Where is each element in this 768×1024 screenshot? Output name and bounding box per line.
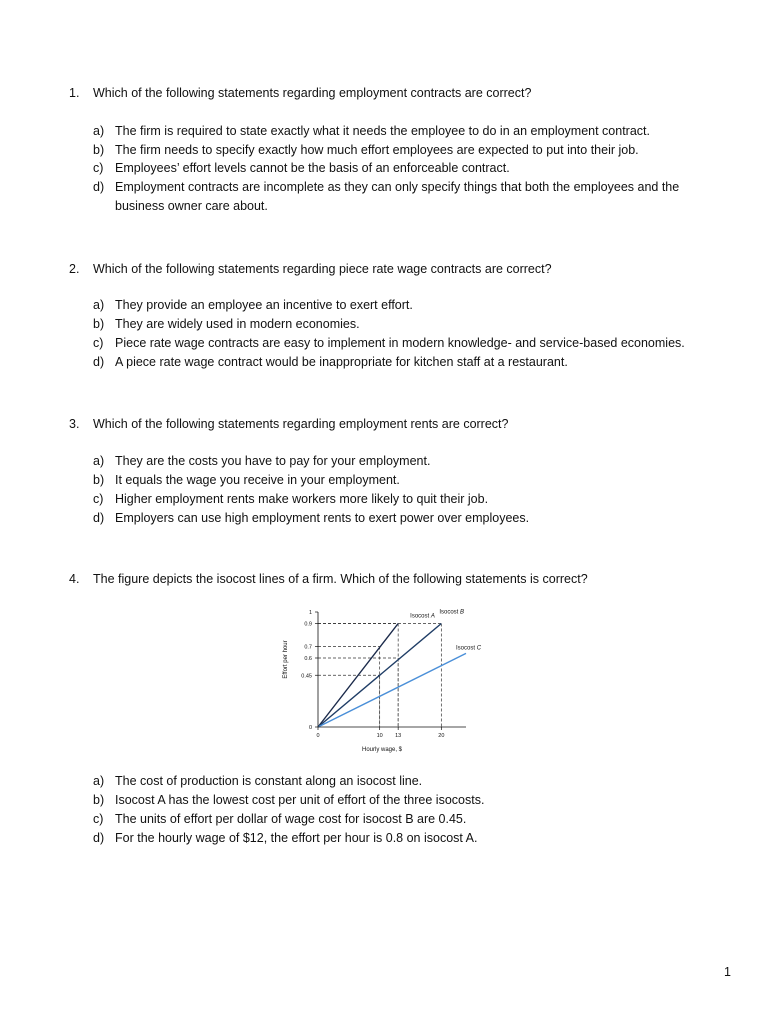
question-4-option-c-label: c) — [93, 812, 104, 826]
isocost-c-label-letter: C — [476, 645, 482, 652]
isocost-c-label-prefix: Isocost — [456, 645, 477, 652]
question-1-option-d-text: Employment contracts are incomplete as they can only specify things that both the employees and the business owner care about. — [115, 180, 680, 213]
question-3-option-a-label: a) — [93, 454, 105, 468]
y-tick-label: 0.7 — [304, 644, 312, 651]
y-tick-label: 0 — [308, 725, 312, 731]
isocost-a-label-letter: A — [430, 613, 435, 620]
question-3-option-d-label: d) — [93, 511, 105, 525]
question-2-option-b-label: b) — [93, 317, 105, 331]
chart-axes — [315, 609, 466, 730]
question-1-option-a-text: The firm is required to state exactly what it needs the employee to do in an employment contract. — [115, 124, 650, 138]
question-3-option-b-label: b) — [93, 473, 105, 487]
question-4-number: 4. — [69, 572, 80, 586]
x-tick-label: 20 — [438, 733, 445, 739]
isocost-a-label — [410, 614, 435, 620]
question-2-option-d-label: d) — [93, 355, 105, 369]
question-1-option-b-label: b) — [93, 143, 105, 157]
question-4-option-c-text: The units of effort per dollar of wage cost for isocost B are 0.45. — [115, 812, 467, 826]
question-1-option-a-label: a) — [93, 124, 105, 138]
question-3-text: Which of the following statements regarding employment rents are correct? — [93, 417, 509, 431]
x-tick-label: 13 — [395, 733, 402, 739]
question-4-option-d-text: For the hourly wage of $12, the effort per hour is 0.8 on isocost A. — [115, 831, 478, 845]
question-2-option-a-label: a) — [93, 298, 105, 312]
question-1-number: 1. — [69, 86, 80, 100]
question-2-option-b-text: They are widely used in modern economies. — [115, 317, 360, 331]
question-1-option-b-text: The firm needs to specify exactly how much effort employees are expected to put into their job. — [115, 143, 639, 157]
question-4-text: The figure depicts the isocost lines of a firm. Which of the following statements is correct? — [93, 572, 588, 586]
x-tick-label: 0 — [316, 733, 320, 739]
isocost-b-label-letter: B — [460, 609, 465, 616]
isocost-chart — [276, 604, 496, 756]
question-2-text: Which of the following statements regarding piece rate wage contracts are correct? — [93, 262, 552, 276]
isocost-b-label — [439, 610, 464, 616]
question-1-option-c-label: c) — [93, 161, 104, 175]
question-2-option-c-text: Piece rate wage contracts are easy to implement in modern knowledge- and service-based economies. — [115, 336, 685, 350]
isocost-a-label-prefix: Isocost — [410, 613, 431, 620]
isocost-c-label — [456, 645, 482, 651]
y-tick-label: 0.6 — [304, 656, 312, 662]
question-2-number: 2. — [69, 262, 80, 276]
question-2-option-c-label: c) — [93, 336, 104, 350]
question-1-option-c-text: Employees’ effort levels cannot be the basis of an enforceable contract. — [115, 161, 510, 175]
y-tick-label: 0.45 — [301, 673, 312, 680]
question-3-number: 3. — [69, 417, 80, 431]
question-2-option-d-text: A piece rate wage contract would be inappropriate for kitchen staff at a restaurant. — [115, 355, 568, 369]
x-axis-label: Hourly wage, $ — [361, 747, 403, 753]
isocost-b-label-prefix: Isocost — [439, 609, 461, 616]
question-4-option-a-label: a) — [93, 774, 105, 788]
question-3-option-c-text: Higher employment rents make workers more likely to quit their job. — [115, 492, 489, 506]
question-3-option-b-text: It equals the wage you receive in your employment. — [115, 473, 400, 487]
y-axis-label: Effort per hour — [283, 640, 289, 679]
question-4-option-b-label: b) — [93, 793, 105, 807]
question-3-option-c-label: c) — [93, 492, 104, 506]
y-tick-label: 1 — [308, 610, 312, 616]
question-4-option-d-label: d) — [93, 831, 105, 845]
question-4-option-a-text: The cost of production is constant along an isocost line. — [115, 774, 423, 788]
y-tick-label: 0.9 — [304, 621, 312, 628]
question-1-text: Which of the following statements regarding employment contracts are correct? — [93, 86, 532, 100]
question-3-option-d-text: Employers can use high employment rents to exert power over employees. — [115, 511, 530, 525]
question-2-option-a-text: They provide an employee an incentive to exert effort. — [115, 298, 413, 312]
question-1-option-d-label: d) — [93, 180, 105, 194]
x-tick-label: 10 — [376, 733, 383, 739]
page-number: 1 — [724, 965, 731, 979]
question-4-option-b-text: Isocost A has the lowest cost per unit of effort of the three isocosts. — [115, 793, 485, 807]
question-3-option-a-text: They are the costs you have to pay for your employment. — [115, 454, 431, 468]
